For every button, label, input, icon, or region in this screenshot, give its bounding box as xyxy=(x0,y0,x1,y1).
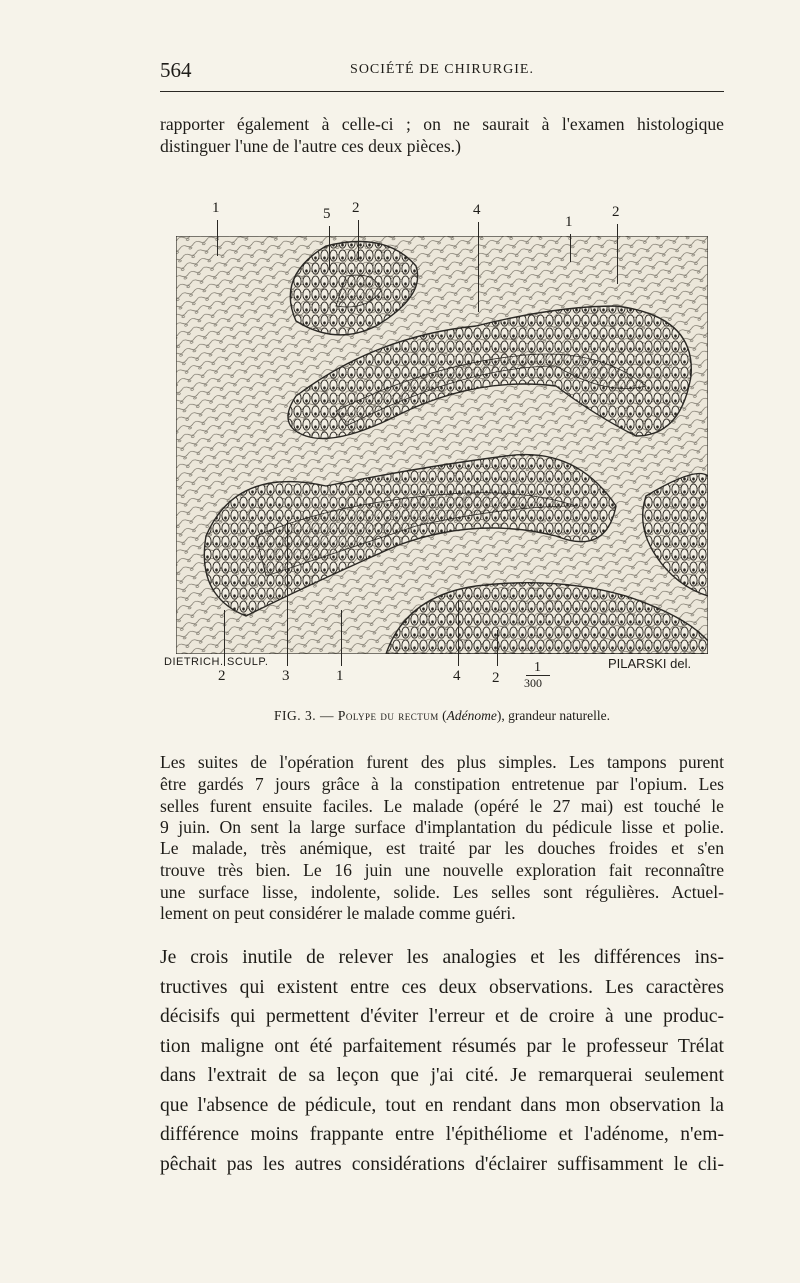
text-line: trouve très bien. Le 16 juin une nouvelle exploration fait reconnaître xyxy=(160,859,724,880)
text-line: tructives qui existent entre ces deux observations. Les caractères xyxy=(160,976,724,998)
text-line: Je crois inutile de relever les analogies et les différences ins- xyxy=(160,947,724,968)
figure-label-bottom: 2 xyxy=(218,668,226,684)
figure-label-top: 1 xyxy=(212,200,220,216)
leader-line xyxy=(458,600,459,666)
intro-paragraph xyxy=(160,114,724,158)
text-line: une surface lisse, indolente, solide. Les selles sont régulières. Actuel- xyxy=(160,881,724,902)
text-line: distinguer l'une de l'autre ces deux pièces.) xyxy=(160,135,461,156)
caption-prefix: FIG. 3. — xyxy=(273,708,338,723)
figure-label-bottom: 2 xyxy=(492,670,500,686)
paragraph-2 xyxy=(160,838,724,925)
engraver-credit: DIETRICH. SCULP. xyxy=(164,656,269,668)
text-line: 9 juin. On sent la large surface d'implantation du pédicule lisse et polie. xyxy=(160,817,724,838)
paragraph-1 xyxy=(160,752,724,839)
text-line: pêchait pas les autres considérations d'éclairer suffisamment le cli- xyxy=(160,1153,724,1175)
text-line: décisifs qui permettent d'éviter l'erreur et de croire à une produc- xyxy=(160,1006,724,1027)
text-line: Les suites de l'opération furent des plus simples. Les tampons purent xyxy=(160,752,724,772)
caption-suffix: grandeur naturelle. xyxy=(508,708,611,723)
leader-line xyxy=(570,234,571,262)
text-line: dans l'extrait de sa leçon que j'ai cité. Je remarquerai seulement xyxy=(160,1065,724,1086)
leader-line xyxy=(478,222,479,312)
caption-italic: Adénome xyxy=(446,708,497,723)
paragraph-3 xyxy=(160,943,724,1179)
leader-line xyxy=(341,610,342,666)
caption-title: Polype du rectum xyxy=(337,708,439,723)
text-line: selles furent ensuite faciles. Le malade (opéré le 27 mai) est touché le xyxy=(160,795,724,816)
figure-label-top: 1 xyxy=(565,214,573,230)
text-line: lement on peut considérer le malade comme guéri. xyxy=(160,903,516,924)
figure-label-bottom: 4 xyxy=(453,668,461,684)
text-line: tion maligne ont été parfaitement résumés par le professeur Trélat xyxy=(160,1035,724,1057)
text-line: Le malade, très anémique, est traité par les douches froides et s'en xyxy=(160,838,724,858)
leader-line xyxy=(358,220,359,260)
figure-label-bottom: 3 xyxy=(282,668,290,684)
leader-line xyxy=(497,630,498,666)
header-rule xyxy=(160,91,724,92)
figure-label-top: 2 xyxy=(612,204,620,220)
leader-line xyxy=(287,520,288,666)
magnification-denominator: 300 xyxy=(524,676,542,690)
text-line: différence moins frappante entre l'épithéliome et l'adénome, n'em- xyxy=(160,1124,724,1145)
figure-label-top: 2 xyxy=(352,200,360,216)
text-line: être gardés 7 jours grâce à la constipation entretenue par l'opium. Les xyxy=(160,773,724,794)
magnification-numerator: 1 xyxy=(534,660,541,675)
page-header xyxy=(160,58,724,84)
artist-signature: PILARSKI del. xyxy=(608,656,692,671)
figure-caption: FIG. 3. — Polype du rectum (Adénome), grandeur naturelle. xyxy=(273,708,611,723)
figure-label-top: 4 xyxy=(473,202,481,218)
page-number: 564 xyxy=(160,58,192,82)
leader-line xyxy=(217,220,218,256)
running-head: SOCIÉTÉ DE CHIRURGIE. xyxy=(350,62,534,77)
text-line: rapporter également à celle-ci ; on ne saurait à l'examen histologique xyxy=(160,114,724,134)
leader-line xyxy=(617,224,618,284)
figure-label-top: 5 xyxy=(323,206,331,222)
text-line: que l'absence de pédicule, tout en rendant dans mon observation la xyxy=(160,1094,724,1116)
figure-label-bottom: 1 xyxy=(336,668,344,684)
leader-line xyxy=(329,226,330,270)
figure-labels xyxy=(160,190,724,710)
